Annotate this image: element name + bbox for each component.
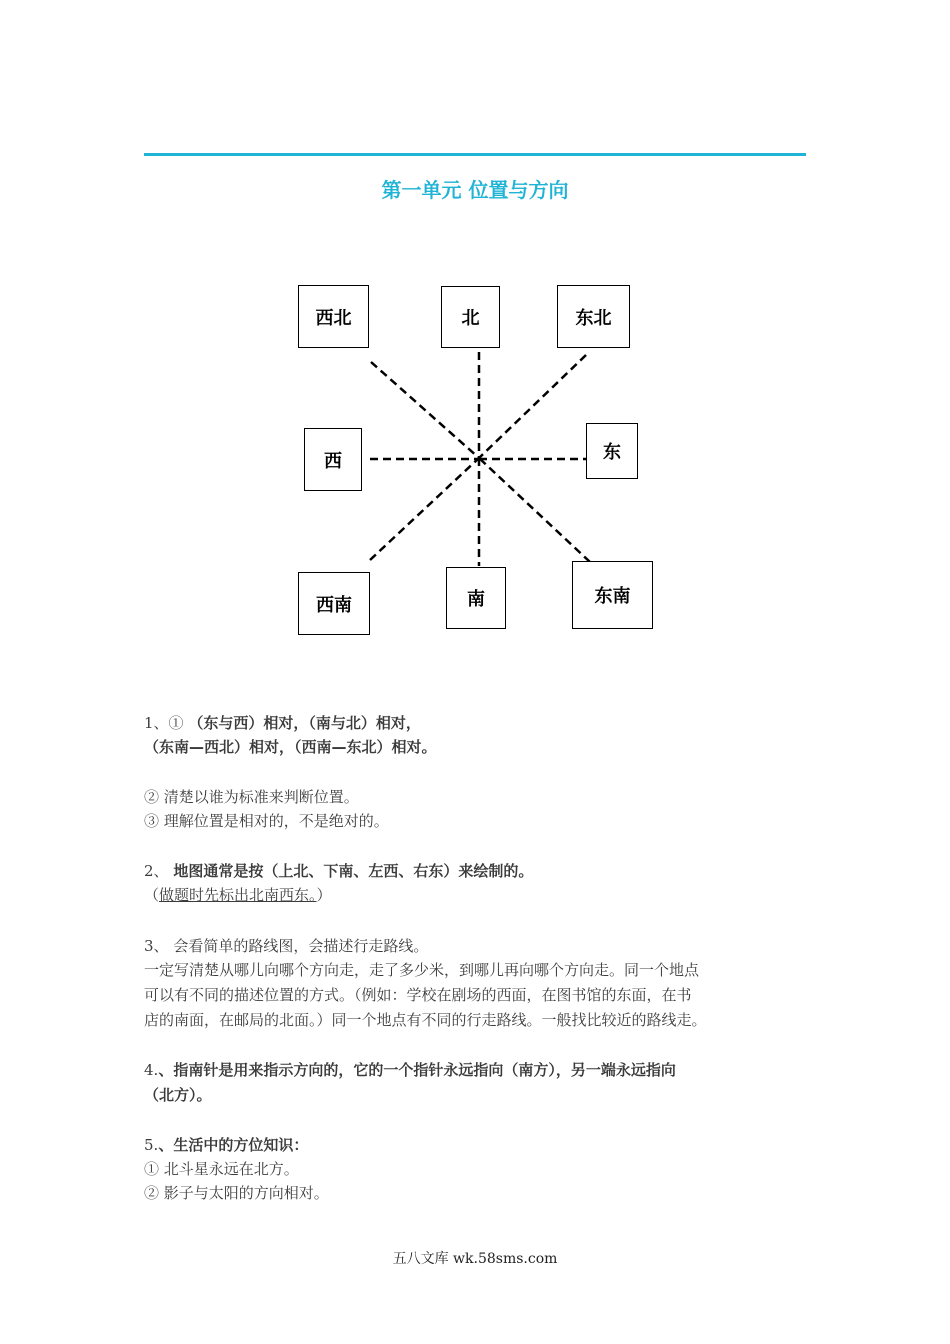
box-southwest: 西南 — [298, 572, 370, 635]
box-southeast: 东南 — [572, 561, 653, 629]
item-3-line-2: 一定写清楚从哪儿向哪个方向走，走了多少米，到哪儿再向哪个方向走。同一个地点 — [144, 961, 700, 979]
item-1-point-2: ② 清楚以谁为标准来判断位置。 — [144, 788, 359, 806]
item-1-point-3: ③ 理解位置是相对的，不是绝对的。 — [144, 812, 389, 830]
line-northeast — [479, 355, 586, 458]
box-east: 东 — [586, 423, 638, 479]
line-northwest — [371, 362, 479, 458]
item-2-line-1: 2、 地图通常是按（上北、下南、左西、右东）来绘制的。 — [144, 862, 534, 880]
box-south: 南 — [446, 567, 506, 629]
item-4-line-2: （北方）。 — [144, 1086, 212, 1104]
line-southeast — [479, 458, 590, 562]
item-1-line-2: （东南—西北）相对，（西南—东北）相对。 — [144, 738, 437, 756]
box-west: 西 — [304, 428, 362, 491]
item-2-note: （做题时先标出北南西东。） — [144, 886, 332, 904]
box-northwest: 西北 — [298, 285, 369, 348]
item-4-line-1: 4.、指南针是用来指示方向的，它的一个指针永远指向（南方），另一端永远指向 — [144, 1061, 676, 1079]
item-3-line-4: 店的南面，在邮局的北面。）同一个地点有不同的行走路线。一般找比较近的路线走。 — [144, 1011, 707, 1029]
item-3-line-3: 可以有不同的描述位置的方式。（例如：学校在剧场的西面，在图书馆的东面，在书 — [144, 986, 692, 1004]
footer-source: 五八文库 wk.58sms.com — [392, 1251, 558, 1267]
item-3-line-1: 3、 会看简单的路线图，会描述行走路线。 — [144, 937, 429, 955]
item-5-point-1: ① 北斗星永远在北方。 — [144, 1160, 299, 1178]
item-5-point-2: ② 影子与太阳的方向相对。 — [144, 1184, 329, 1202]
item-5-heading: 5.、生活中的方位知识： — [144, 1136, 309, 1154]
line-southwest — [370, 458, 479, 560]
box-north: 北 — [441, 286, 500, 348]
page-title: 第一单元 位置与方向 — [381, 178, 569, 202]
box-northeast: 东北 — [557, 285, 630, 348]
item-1-line-1: 1、① （东与西）相对，（南与北）相对， — [144, 714, 421, 732]
